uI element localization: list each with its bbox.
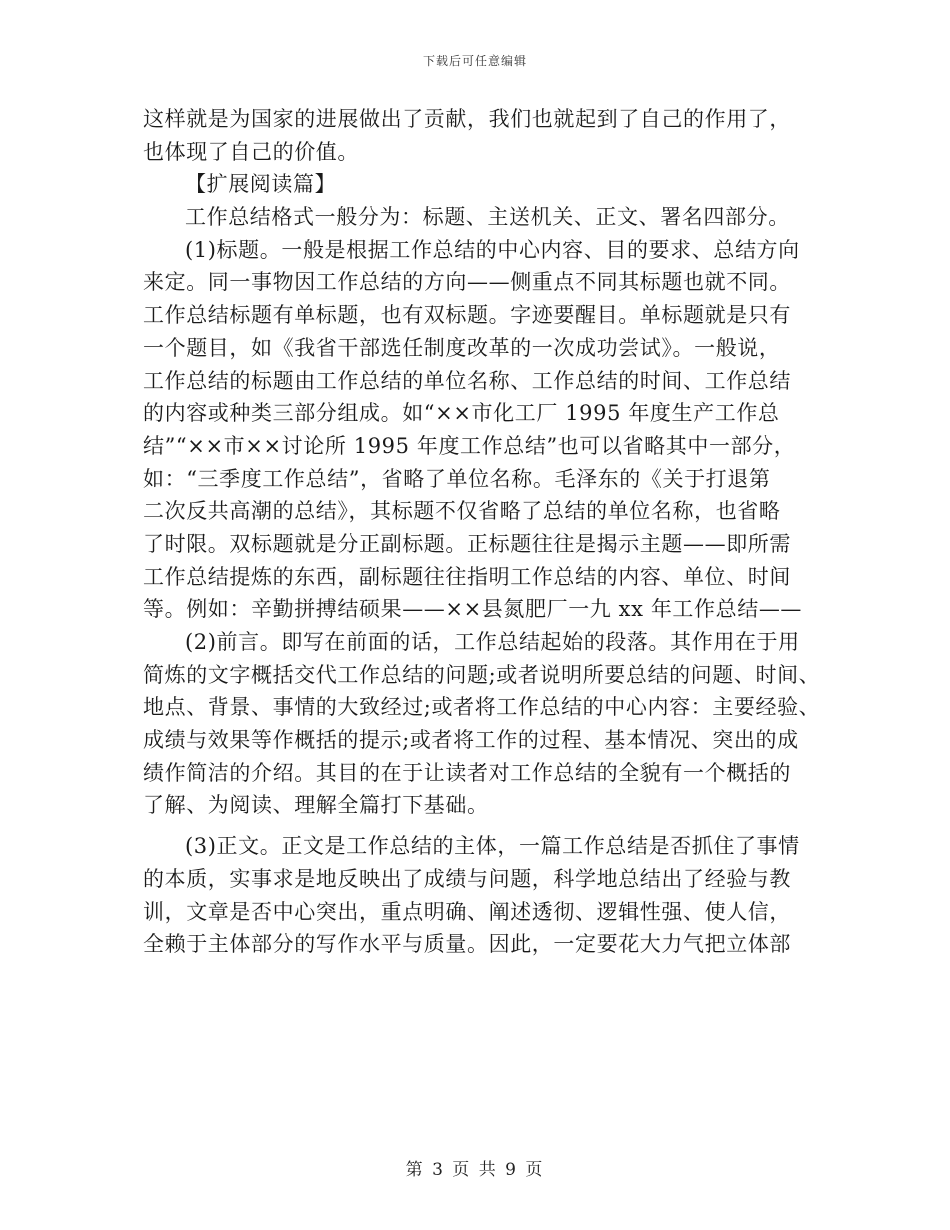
text-line: 成绩与效果等作概括的提示;或者将工作的过程、基本情况、突出的成 [143, 728, 799, 753]
text-line: 全赖于主体部分的写作水平与质量。因此，一定要花大力气把立体部 [143, 932, 791, 957]
text-line: 工作总结格式一般分为：标题、主送机关、正文、署名四部分。 [185, 205, 790, 230]
page-footer: 第 3 页 共 9 页 [405, 1160, 545, 1180]
text-line: 了时限。双标题就是分正副标题。正标题往往是揭示主题——即所需 [143, 531, 791, 556]
text-line: 工作总结的标题由工作总结的单位名称、工作总结的时间、工作总结 [143, 368, 791, 393]
text-line: 训，文章是否中心突出，重点明确、阐述透彻、逻辑性强、使人信， [143, 899, 791, 924]
text-line: 如：“三季度工作总结”，省略了单位名称。毛泽东的《关于打退第 [143, 466, 771, 491]
text-line: 地点、背景、事情的大致经过;或者将工作总结的中心内容：主要经验、 [143, 695, 821, 720]
text-line: 结”“××市××讨论所 1995 年度工作总结”也可以省略其中一部分， [143, 433, 796, 458]
section-heading: 【扩展阅读篇】 [185, 172, 337, 197]
page-header: 下载后可任意编辑 [422, 54, 527, 68]
text-line: 等。例如：辛勤拼搏结硕果——××县氮肥厂一九 xx 年工作总结—— [143, 597, 803, 622]
text-line: 二次反共高潮的总结》，其标题不仅省略了总结的单位名称，也省略 [143, 499, 781, 524]
text-line: 的本质，实事求是地反映出了成绩与问题，科学地总结出了经验与教 [143, 866, 791, 891]
text-line: (1)标题。一般是根据工作总结的中心内容、目的要求、总结方向 [185, 237, 800, 262]
text-line: 简炼的文字概括交代工作总结的问题;或者说明所要总结的问题、时间、 [143, 662, 821, 687]
text-line: (2)前言。即写在前面的话，工作总结起始的段落。其作用在于用 [185, 630, 800, 654]
text-line: 这样就是为国家的进展做出了贡献，我们也就起到了自己的作用了， [143, 107, 791, 131]
text-line: 来定。同一事物因工作总结的方向——侧重点不同其标题也就不同。 [143, 270, 791, 295]
text-line: 绩作简洁的介绍。其目的在于让读者对工作总结的全貌有一个概括的 [143, 760, 791, 785]
text-line: 一个题目，如《我省干部选任制度改革的一次成功尝试》。一般说， [143, 335, 781, 360]
text-line: (3)正文。正文是工作总结的主体，一篇工作总结是否抓住了事情 [185, 834, 800, 859]
paragraph-gap [143, 822, 843, 830]
text-line: 工作总结提炼的东西，副标题往往指明工作总结的内容、单位、时间 [143, 564, 791, 589]
text-line: 工作总结标题有单标题，也有双标题。字迹要醒目。单标题就是只有 [143, 303, 791, 328]
text-line: 的内容或种类三部分组成。如“××市化工厂 1995 年度生产工作总 [143, 401, 780, 426]
text-line: 了解、为阅读、理解全篇打下基础。 [143, 793, 489, 818]
document-body [143, 103, 843, 961]
text-line: 也体现了自己的价值。 [143, 139, 359, 164]
